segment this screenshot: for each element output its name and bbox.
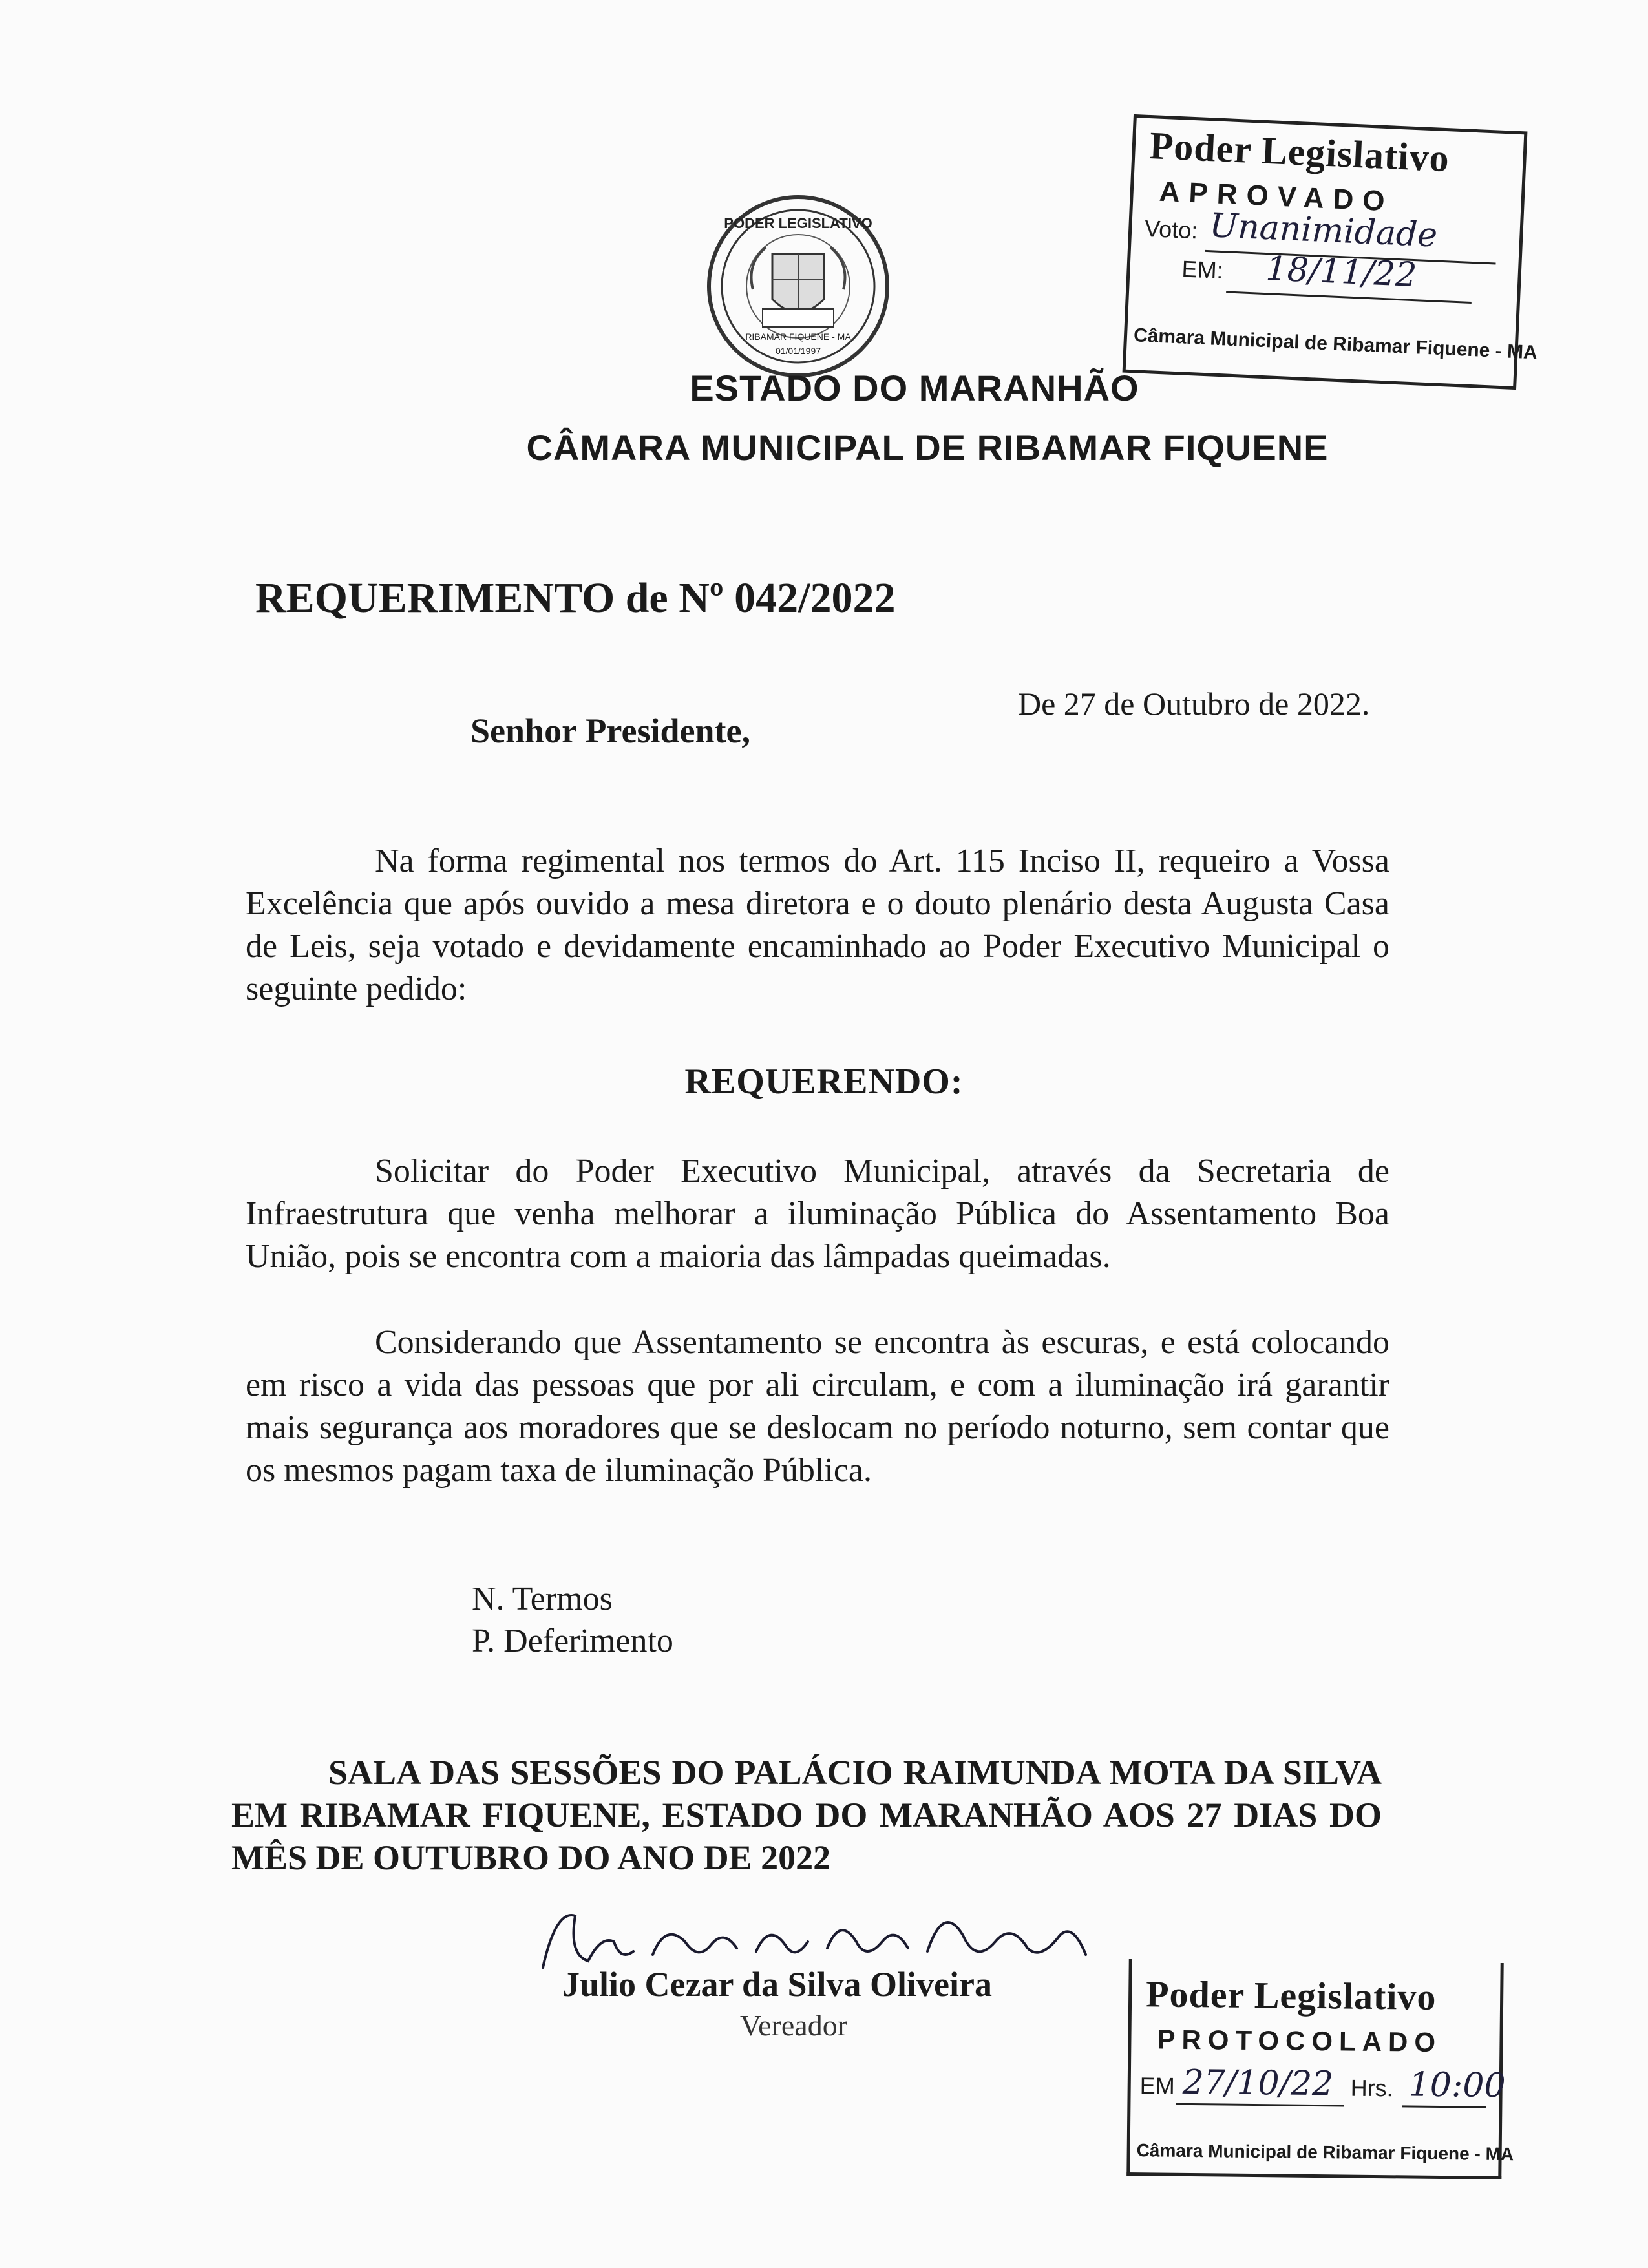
seal-bottom-text: RIBAMAR FIQUENE - MA	[745, 331, 851, 342]
stamp-footer: Câmara Municipal de Ribamar Fiquene - MA	[1133, 324, 1538, 364]
stamp-time-value: 10:00	[1408, 2065, 1506, 2106]
session-statement: SALA DAS SESSÕES DO PALÁCIO RAIMUNDA MOTA DA SILVA EM RIBAMAR FIQUENE, ESTADO DO MARANHÃO AOS 27 DIAS DO MÊS DE OUTUBRO DO ANO DE 2022	[231, 1753, 1382, 1877]
approved-stamp	[1123, 114, 1538, 390]
closing-deferimento: P. Deferimento	[472, 1622, 673, 1659]
header-state: ESTADO DO MARANHÃO	[690, 368, 1139, 408]
paragraph-2: Solicitar do Poder Executivo Municipal, através da Secretaria de Infraestrutura que venha melhorar a iluminação Pública do Assentamento Boa União, pois se encontra com a maioria das lâmpadas queimadas.	[246, 1153, 1389, 1275]
stamp-footer: Câmara Municipal de Ribamar Fiquene - MA	[1136, 2140, 1514, 2165]
closing-termos: N. Termos	[472, 1580, 613, 1617]
protocol-stamp	[1126, 1959, 1514, 2179]
document-title: REQUERIMENTO de Nº 042/2022	[255, 574, 896, 622]
stamp-time-label: Hrs.	[1350, 2074, 1393, 2102]
paragraph-3: Considerando que Assentamento se encontra às escuras, e está colocando em risco a vida das pessoas que por ali circulam, e com a iluminação irá garantir mais segurança aos moradores que se deslocam no período noturno, sem contar que os mesmos pagam taxa de iluminação Pública.	[246, 1324, 1389, 1489]
stamp-date-value: 18/11/22	[1265, 249, 1418, 295]
signer-role: Vereador	[740, 2009, 848, 2042]
stamp-date-label: EM	[1139, 2072, 1175, 2099]
stamp-title: Poder Legislativo	[1145, 1973, 1437, 2018]
stamp-date-value: 27/10/22	[1182, 2063, 1334, 2104]
header-chamber: CÂMARA MUNICIPAL DE RIBAMAR FIQUENE	[526, 427, 1329, 468]
stamp-vote-value: Unanimidade	[1209, 206, 1439, 255]
stamp-date-label: EM:	[1181, 255, 1224, 284]
subheading-requerendo: REQUERENDO:	[684, 1062, 964, 1102]
stamp-status: PROTOCOLADO	[1157, 2024, 1442, 2058]
paragraph-1: Na forma regimental nos termos do Art. 115 Inciso II, requeiro a Vossa Excelência que após ouvido a mesa diretora e o douto plenário desta Augusta Casa de Leis, seja votado e devidamente encaminhado ao Poder Executivo Municipal o seguinte pedido:	[246, 843, 1389, 1007]
chamber-seal-logo	[701, 193, 895, 380]
seal-date: 01/01/1997	[775, 346, 821, 356]
seal-top-text: PODER LEGISLATIVO	[724, 215, 872, 231]
stamp-status: APROVADO	[1158, 175, 1395, 218]
signer-name: Julio Cezar da Silva Oliveira	[562, 1965, 992, 2004]
greeting: Senhor Presidente,	[470, 711, 751, 750]
stamp-title: Poder Legislativo	[1148, 124, 1451, 180]
stamp-vote-label: Voto:	[1144, 215, 1199, 244]
document-date: De 27 de Outubro de 2022.	[1018, 686, 1370, 722]
